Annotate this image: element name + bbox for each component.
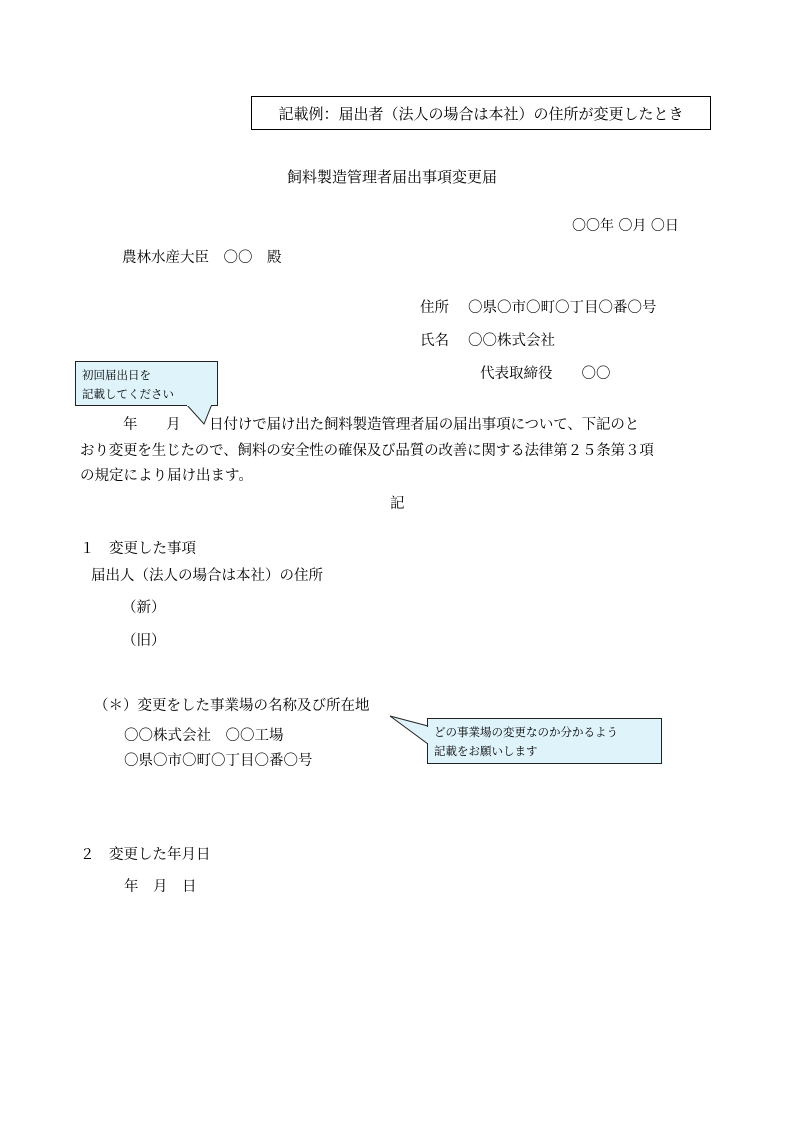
representative: 代表取締役 〇〇 [480, 366, 611, 382]
date-line: 〇〇年 〇月 〇日 [572, 218, 679, 234]
section1-new: （新） [122, 600, 166, 616]
section1-item: 届出人（法人の場合は本社）の住所 [91, 568, 323, 584]
section1-old: （旧） [122, 633, 166, 649]
body-line-3: の規定により届け出ます。 [80, 468, 253, 484]
name-label: 氏名 [420, 333, 449, 349]
callout-initial-line1: 初回届出日を [82, 368, 151, 382]
note-heading: （＊）変更をした事業場の名称及び所在地 [94, 698, 370, 714]
address-value: 〇県〇市〇町〇丁目〇番〇号 [468, 300, 657, 316]
address-label: 住所 [420, 300, 449, 316]
callout-initial-line2: 記載してください [82, 387, 174, 401]
note-address: 〇県〇市〇町〇丁目〇番〇号 [124, 753, 313, 769]
name-value: 〇〇株式会社 [468, 333, 555, 349]
body-line-2: おり変更を生じたので、飼料の安全性の確保及び品質の改善に関する法律第２５条第３項 [80, 443, 654, 459]
section2-date: 年 月 日 [124, 879, 197, 895]
document-title: 飼料製造管理者届出事項変更届 [287, 168, 498, 186]
callout-site-line2: 記載をお願いします [434, 744, 538, 758]
example-label: 記載例：届出者（法人の場合は本社）の住所が変更したとき [278, 104, 684, 123]
addressee: 農林水産大臣 〇〇 殿 [122, 250, 282, 266]
section1-heading: １ 変更した事項 [80, 541, 196, 557]
callout-site-line1: どの事業場の変更なのか分かるよう [434, 725, 618, 739]
section2-heading: ２ 変更した年月日 [80, 847, 211, 863]
body-line-1: 年 月 日付けで届け出た飼料製造管理者届の届出事項について、下記のと [80, 417, 640, 433]
note-company: 〇〇株式会社 〇〇工場 [124, 728, 284, 744]
ki-mark: 記 [390, 496, 405, 512]
